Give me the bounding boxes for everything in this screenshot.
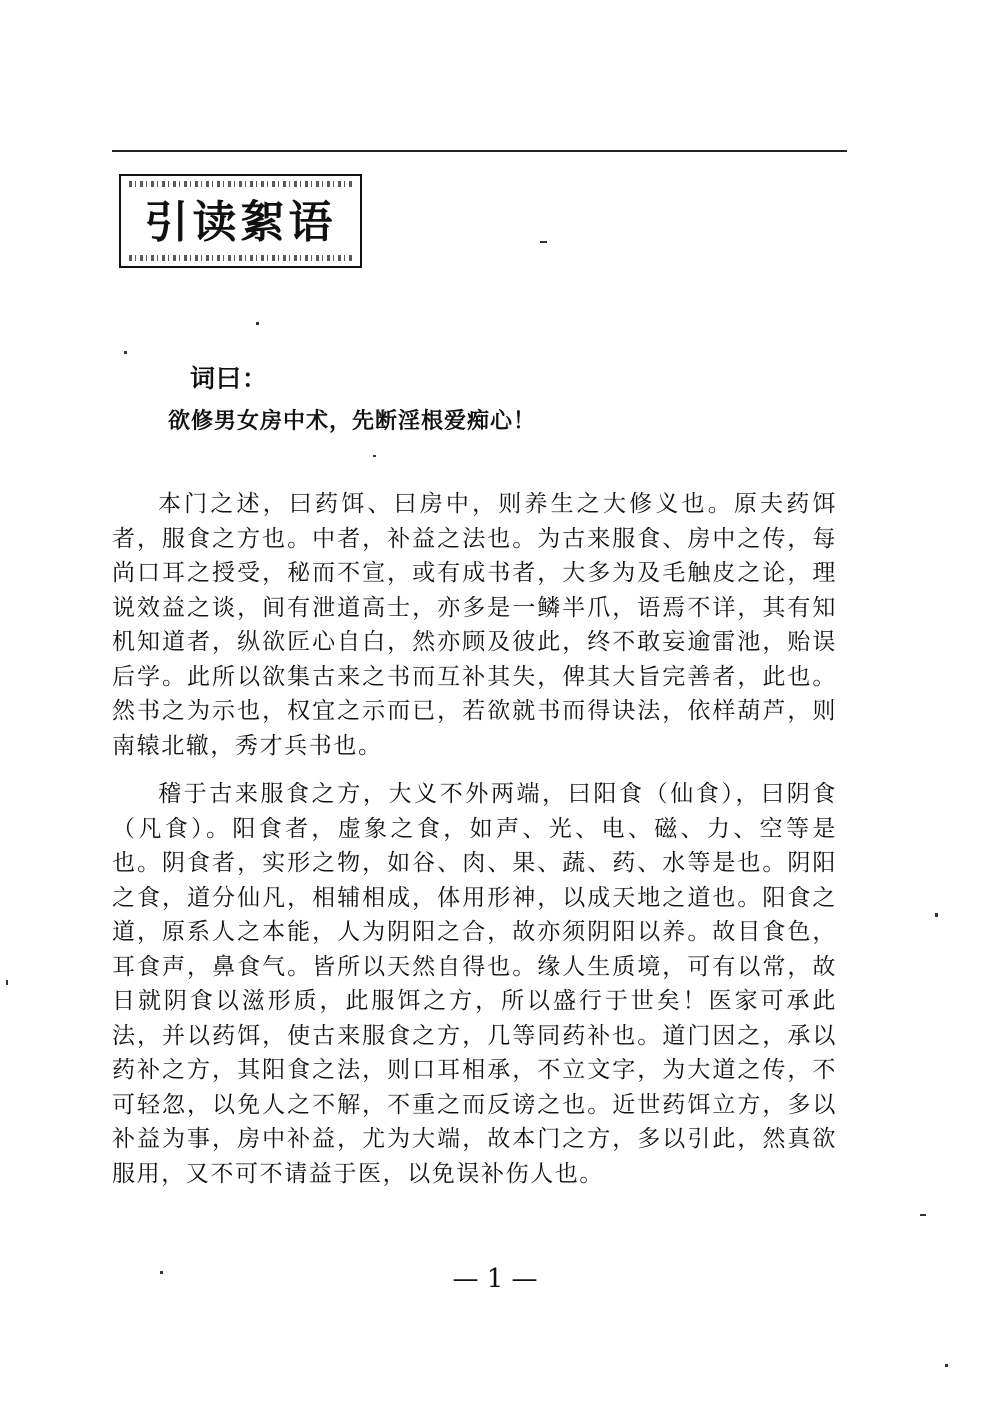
ci-verse-line: 欲修男女房中术，先断淫根爱痴心！ — [168, 409, 537, 434]
paragraph: 本门之述，曰药饵、曰房中，则养生之大修义也。原夫药饵者，服食之方也。中者，补益之法也。为古来服食、房中之传，每尚口耳之授受，秘而不宣，或有成书者，大多为及毛触皮之论，理说效益之谈，间有泄道高士，亦多是一鳞半爪，语焉不详，其有知机知道者，纵欲匠心自白，然亦顾及彼此，终不敢妄逾雷池，贻误后学。此所以欲集古来之书而互补其失，俾其大旨完善者，此也。然书之为示也，权宜之示而已，若欲就书而得诀法，依样葫芦，则南辕北辙，秀才兵书也。 — [112, 491, 837, 759]
scan-speck — [6, 980, 8, 985]
paragraph: 稽于古来服食之方，大义不外两端，曰阳食（仙食），曰阴食（凡食）。阳食者，虚象之食，如声、光、电、磁、力、空等是也。阴食者，实形之物，如谷、肉、果、蔬、药、水等是也。阴阳之食，道分仙凡，相辅相成，体用形神，以成天地之道也。阳食之道，原系人之本能，人为阴阳之合，故亦须阴阳以养。故目食色，耳食声，鼻食气。皆所以天然自得也。缘人生质境，可有以常，故日就阴食以滋形质，此服饵之方，所以盛行于世矣！医家可承此法，并以药饵，使古来服食之方，几等同药补也。道门因之，承以药补之方，其阳食之法，则口耳相承，不立文字，为大道之传，不可轻忽，以免人之不解，不重之而反谤之也。近世药饵立方，多以补益为事，房中补益，尤为大端，故本门之方，多以引此，然真欲服用，又不可不请益于医，以免误补伤人也。 — [112, 781, 837, 1187]
section-title-box — [119, 174, 362, 268]
scan-speck — [124, 351, 127, 354]
page-number: — 1 — — [452, 1264, 538, 1294]
scan-speck — [935, 913, 938, 917]
scan-speck — [256, 322, 259, 325]
scan-speck — [540, 241, 547, 243]
section-title: 引读絮语 — [144, 197, 337, 248]
scan-speck — [160, 1271, 163, 1274]
scan-speck — [920, 1214, 926, 1216]
scan-speck — [945, 1364, 948, 1367]
ci-label: 词曰： — [190, 364, 269, 393]
top-rule — [112, 150, 847, 152]
scan-speck — [373, 455, 376, 457]
body-text — [112, 487, 837, 1191]
